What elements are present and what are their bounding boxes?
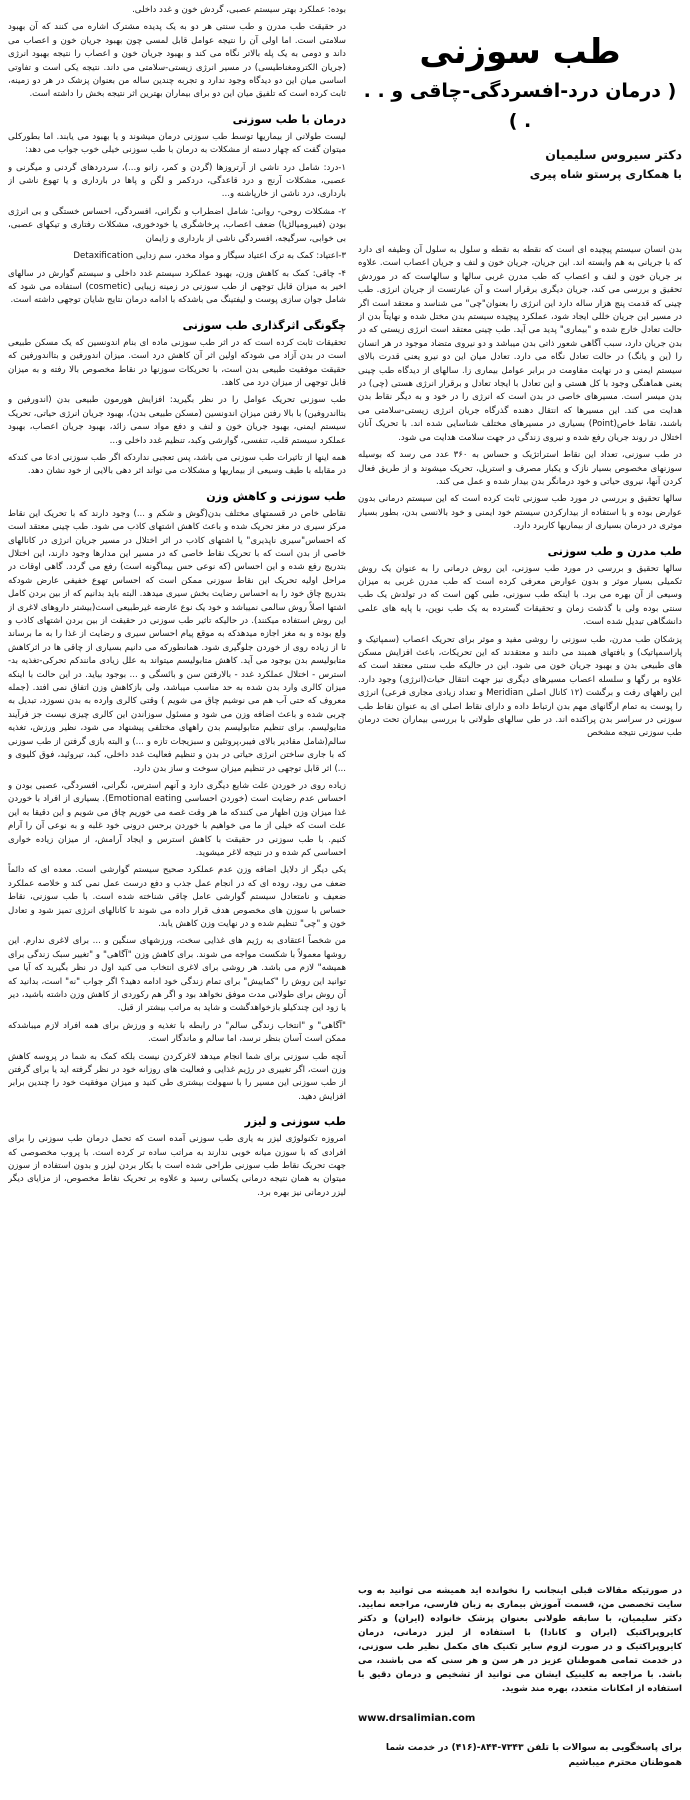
- section-heading: طب سوزنی و لیزر: [244, 1115, 346, 1129]
- paragraph: بوده: عملکرد بهتر سیستم عصبی، گردش خون و غدد داخلی.: [132, 5, 346, 15]
- section-heading: چگونگی اثرگذاری طب سوزنی: [182, 318, 346, 332]
- section-heading: درمان با طب سوزنی: [232, 112, 346, 126]
- paragraph: آنچه طب سوزنی برای شما انجام میدهد لاغرکردن نیست بلکه کمک به شما در پروسه کاهش وزن است، اگر تغییری در رژیم غذایی و فعالیت های روزانه خود در نظر گرفته اید یا برای گرفتن از طب سوزنی این مسیر را با سهولت بیشتری طی کنید و میزان موفقیت خود را چندین برابر افزایش دهید.: [8, 1051, 346, 1102]
- paragraph: یکی دیگر از دلایل اضافه وزن عدم عملکرد صحیح سیستم گوارشی است. معده ای که دائماً ضعف می رود، روده ای که در انجام عمل جذب و دفع درست عمل نمی کند و خلاصه عملکرد ضعیف و نامتعادل سیستم گوارشی عامل چاقی شناخته شده است. با طب سوزنی، نقاط حساس با سوزن های مخصوص هدف قرار داده می شوند تا کانالهای انرژی تمیز شود و تعادل خون و "چی" تنظیم شده و در نهایت وزن کاهش یابد.: [8, 865, 346, 929]
- left-column: [8, 4, 346, 1796]
- list-item: ۲- مشکلات روحی- روانی: شامل اضطراب و نگرانی، افسردگی، احساس خستگی و بی انرژی بودن (فیبرومیالژیا) ضعف اعصاب، پرخاشگری یا خودخوری، مشکلات رفتاری و تیکهای عصبی، بی خوابی، سرگیجه، افسردگی ناشی از بارداری و زایمان: [8, 206, 346, 244]
- paragraph: لیست طولانی از بیماریها توسط طب سوزنی درمان میشوند و یا بهبود می یابند. اما بطورکلی میتوان گفت که چهار دسته از مشکلات به درمان با طب سوزنی خیلی خوب جواب می دهد:: [8, 131, 346, 156]
- contact-info: برای پاسخگویی به سوالات با تلفن ۷۳۴۳-۸۴۴-(۴۱۶) در خدمت شما هموطنان محترم میباشیم: [385, 1742, 682, 1768]
- right-column-body: [358, 244, 682, 745]
- paragraph: در طب سوزنی، تعداد این نقاط استراتژیک و حساس به ۳۶۰ عدد می رسد که بوسیله سوزنهای مخصوص بسیار نازک و یکبار مصرف و استریل، تحریک میشوند و از طریق فعال کردن آنها، نیروی حیاتی و خود درمانگر بدن بیدار شده و عمل می کند.: [358, 450, 682, 487]
- list-item: ۴- چاقی: کمک به کاهش وزن، بهبود عملکرد سیستم غدد داخلی و سیستم گوارش در سالهای اخیر به میزان قابل توجهی از طب سوزنی در زمینه زیبایی (cosmetic) استفاده می شود که شامل جوان سازی پوست و لیفتینگ می باشدکه با ادامه درمان نتایج شایان توجهی داشته است.: [8, 268, 346, 306]
- paragraph: من شخصاً اعتقادی به رژیم های غذایی سخت، ورزشهای سنگین و ... برای لاغری ندارم. این روشها معمولاً با شکست مواجه می شوند. برای کاهش وزن "آگاهی" و "تغییر سبک زندگی برای همیشه" لازم می باشد. هر روشی برای لاغری انتخاب می کنید اول در نظر بگیرید که آیا می توانید این روش را "کماییش" برای تمام زندگی خود ادامه دهید؟ اگر جواب "نه" است، بدانید که آن روش برای طولانی مدت موفق نخواهد بود و اگر هم رکوردی از کاهش وزن داشته باشید، دیر یا زود این چندکیلو بازخواهدگشت و شاید به مراتب بیشتر از قبل.: [8, 936, 346, 1014]
- website-link[interactable]: www.drsalimian.com: [358, 1713, 476, 1724]
- paragraph: همه اینها از تاثیرات طب سوزنی می باشد، پس تعجبی نداردکه اگر طب سوزنی ادعا می کندکه در مقابله با طیف وسیعی از بیماریها و مشکلات می تواند اثر دهی بالایی از خود نشان دهد.: [8, 452, 346, 477]
- paragraph: "آگاهی" و "انتخاب زندگی سالم" در رابطه با تغذیه و ورزش برای همه افراد لازم میباشدکه ممکن است آسان بنظر نرسد، اما سالم و ماندگار است.: [8, 1020, 346, 1045]
- right-column: [358, 0, 682, 1800]
- article-subtitle: ( درمان درد-افسردگی-چاقی و . . . ): [363, 80, 677, 132]
- paragraph: تحقیقات ثابت کرده است که در اثر طب سوزنی ماده ای بنام اندونسین که یک مسکن طبیعی است در بدن آزاد می شودکه اولین اثر آن کاهش درد است. میزان اندورفین و بتااندورفین که حقیقت موفقیت طبیعی بدن است، با تحریکات سوزنها در نقاط مخصوص بالا رفته و به میزان قابل توجهی از میزان درد می کاهد.: [8, 337, 346, 388]
- paragraph: بدن انسان سیستم پیچیده ای است که نقطه به نقطه و سلول به سلول آن وظیفه ای دارد که با جریانی به هم وابسته اند. این جریان، جریان خون و لنف و جریان اعصاب است. علاوه بر جریان خون و لنف و اعصاب که طب مدرن غربی سالها و سالهاست که در موردش تحقیق و بررسی می کند، جریان دیگری برقرار است و آن عبارتست از جریان انرژی. طب چینی که قدمت پنج هزار ساله دارد این انرژی را بعنوان"چی" می شناسد و معتقد است اگر در مسیر این جریان خللی ایجاد شود، عملکرد پیچیده سیستم بدن مختل شده و نهایتاً بدن از حالت تعادل خارج شده و "بیماری" پدید می آید. طب چینی معتقد است انرژی زیستی که در بدن جریان دارد، سبب آگاهی شعور ذاتی بدن میباشد و دو نیروی متضاد موجود در هر انسان را (ین و یانگ) در حالت تعادل نگاه می دارد. تعادل میان این دو نیرو یعنی قدرت بالای سیستم ایمنی و در نهایت مقاومت در برابر عوامل بیماری زا. سالهای از دیدگاه طب چینی یعنی هماهنگی وجود با کل هستی و این تعادل با ایجاد تعادل و برقرار انرژی هستی (چی) در بدن میسر است. مسیرهای خاصی در بدن است که انرژی را در خود و به دیگر نقاط بدن هدایت می کند. این مسیرها که انتقال دهنده گذرگاه جریان انرژی زیستی-سلامتی می باشند، نقاط خاص(Point) بسیاری در مسیرهای مختلف شناسایی شده اند. با تحریک آنان اختلال در روند جریان رفع شده و نیروی زندگی در جهت سلامت هدایت می شود.: [358, 245, 682, 443]
- author-name: دکتر سیروس سلیمیان: [545, 147, 682, 162]
- paragraph: در حقیقت طب مدرن و طب سنتی هر دو به یک پدیده مشترک اشاره می کنند که آن بهبود سلامتی است. اما اولی آن را نتیجه عوامل قابل لمسی چون بهبود جریان خون و اعصاب می داند و دومی به یک پله بالاتر نگاه می کند و بهبود جریان خون و اعصاب را نتیجه بهبود انرژی (جریان الکترومغناطیسی) در مسیر انرژی زیستی-سلامتی می داند. نتیجه یکی است و تفاوتی اساسی میان این دو دیدگاه وجود ندارد و تجربه چندین ساله من بعنوان پزشک در هر دو زمینه، ثابت کرده است که تلفیق میان این دو برای بیماران بهترین اثر نتیجه بخش را داشته است.: [8, 22, 346, 100]
- paragraph: طب سوزنی تحریک عوامل را در نظر بگیرید: افزایش هورمون طبیعی بدن (اندورفین و بتااندروفین) با بالا رفتن میزان اندونسین (مسکن طبیعی بدن)، بهبود جریان انرژی حیاتی، تحریک سیستم ایمنی، بهبود جریان خون و لنف و دفع مواد سمی زائد، بهبود جریان اعصاب، بهبود عملکرد سیستم قلب، تنفسی، گوارشی وکبد، تنظیم غدد داخلی و...: [8, 395, 346, 446]
- paragraph: امروزه تکنولوژی لیزر به یاری طب سوزنی آمده است که تحمل درمان طب سوزنی را برای افرادی که با سوزن میانه خوبی ندارند به مراتب ساده تر کرده است. با پروب مخصوصی که جهت تحریک نقاط طب سوزنی طراحی شده است با بکار بردن لیزر و بدون استفاده از سوزن میتوان به همان نتیجه درمانی یکسانی رسید و علاوه بر تحریک نقاط مخصوص، از مزایای دیگر لیزر درمانی نیز بهره برد.: [8, 1134, 346, 1198]
- section-heading: طب مدرن و طب سوزنی: [547, 544, 682, 558]
- list-item: ۳-اعتیاد: کمک به ترک اعتیاد سیگار و مواد مخدر، سم زدایی Detaxification: [73, 251, 346, 262]
- paragraph: زیاده روی در خوردن علت شایع دیگری دارد و آنهم استرس، نگرانی، افسردگی، عصبی بودن و احساس عدم رضایت است (خوردن احساسی Emotional eating). بسیاری از افراد با خوردن غذا میزان وزن اظهار می کنندکه ما هر وقت غصه می خوریم چاق می شویم و این دقیقا به این علت است که خیلی از ما می خواهیم با خوردن برحس درونی خود غلبه و به نوعی آن را آرام کنیم. با طب سوزنی در حقیقت با کاهش استرس و ایجاد آرامش، از میزان زیاده خواری احساسی کم شده و در نتیجه لاغر میشوید.: [8, 780, 346, 858]
- section-heading: طب سوزنی و کاهش وزن: [206, 489, 346, 503]
- paragraph: سالها تحقیق و بررسی در مورد طب سوزنی، این روش درمانی را به عنوان یک روش تکمیلی بسیار موثر و بدون عوارض معرفی کرده است که طب مدرن غربی به میزان وسیعی از آن بهره می برد. با اینکه طب سوزنی، طبی کهن است که در تولدش یک طب سنتی بوده ولی با گذشت زمان و تحقیقات گسترده به یک طب نوین، با پایه های علمی دانشگاهی تبدیل شده است.: [358, 563, 682, 628]
- paragraph: پزشکان طب مدرن، طب سوزنی را روشی مفید و موثر برای تحریک اعصاب (سمپاتیک و پاراسمپاتیک) و بافتهای همبند می دانند و معتقدند که این تحریکات، باعث افزایش مسکن های طبیعی بدن و بهبود جریان خون می شود. این در حالیکه طب سنتی معتقد است که علاوه بر رگها و سلسله اعصاب مسیرهای دیگری نیز جهت انتقال حیات(انرژی) وجود دارد. این راههای رفت و برگشت (۱۲ کانال اصلی Meridian و تعداد زیادی مجاری فرعی) انرژی را پوست به تمام ارگانهای مهم بدن ارتباط داده و دارای نقاط اصلی ای به عنوان نقاط طب سوزنی در سراسر بدن پراکنده اند. در طی سالهای طولانی با بررسی بیماران تحت درمان طب سوزنی نتیجه مشخص: [358, 634, 682, 739]
- paragraph: نقاطی خاص در قسمتهای مختلف بدن(گوش و شکم و ...) وجود دارند که با تحریک این نقاط مرکز سیری در مغز تحریک شده و باعث کاهش اشتهای کاذب می شود. طب چینی معتقد است که احساس"سیری ناپذیری" یا اشتهای کاذب در اثر اختلال در مسیر جریان انرژی در کانالهای خاصی از بدن است که با تحریک نقاط خاصی که در مسیر این مدارها وجود دارند، این اختلال بتدریج رفع شده و این احساس (که نوعی حس بیماگونه است) رفع می گردد. گاهی اوقات در مراحل اولیه تحریک این نقاط سوزنی ممکن است که احساس تهوع خفیفی عارض شودکه بتدریج چاق خود را به احساس رضایت بخش سیری میدهد. البته باید بدانیم که از بین بردن کامل اشتها اصلاً روش سالمی نمیباشد و خود یک نوع عارضه غیرطبیعی است(بیشتر داروهای لاغری از این روش استفاده میکنند). در حالیکه تاثیر طب سوزنی در حقیقت از بین بردن اشتهای کاذب و ولع بوده و به مغز اجازه میدهدکه به موقع پیام احساس سیری و رضایت از غذا را به ما برساند تا از زیاده روی از خوردن جلوگیری شود. همانطورکه می دانیم بسیاری از چاقی ها در اثرکاهش متابولیسم بدن بوجود می آید. کاهش متابولیسم میتواند به علل زیادی مانندکم تحرکی-تغذیه بد-استرس - اختلال عملکرد غدد - بالارفتن سن و بائسگی و ... بوجود بیاید. در این حالت با اینکه میزان کالری وارد بدن شده به حد مناسب میباشد، ولی بازکاهش وزن اتفاق نمی افتد. (جمله معروف که حتی آب هم می نوشیم چاق می شویم ) وقتی کالری وارده به بدن نسوزد، تبدیل به چربی شده و باعث اضافه وزن می شود و مسئول سوزاندن این کالری چیزی نیست جز فرآیند متابولیسم. برای تنظیم متابولیسم بدن راههای مختلفی پیشنهاد می شود، نظیر ورزش، تغذیه سالم(شامل مقادیر بالای فیبر،پروتئین و سبزیجات تازه و ...) و البته بازی گرفتن از طب سوزنی که با جاری ساختن انرژی حیاتی در بدن و تنظیم فعالیت غدد داخلی، کبد، تیروئید، فوق کلیوی و ...) اثر قابل توجهی در تنظیم میزان سوخت و ساز بدن دارد.: [8, 508, 346, 774]
- title-block: [358, 30, 682, 136]
- author-note: در صورتیکه مقالات قبلی اینجانب را نخوانده اید همیشه می توانید به وب سایت تخصصی من، قسمت آموزش بیماری به زبان فارسی، مراجعه نمایید. دکتر سلیمیان، با سابقه طولانی بعنوان پزشک خانواده (ایران) و دکتر کایروپراکتیک (ایران و کانادا) با استفاده از لیزر درمانی، درمان کایروپراکتیک و در صورت لزوم سایر تکنیک های مکمل نظیر طب سوزنی، در خدمت تمامی هموطنان عزیز در هر سن و هر سنی که می باشند، می باشد. با مراجعه به کلینیک ایشان می توانید از تشخیص و درمان دقیق با استفاده از امکانات متعدد، بهره مند شوید.: [358, 1586, 682, 1694]
- byline: [358, 145, 682, 183]
- coauthor-name: با همکاری پرستو شاه پیری: [529, 167, 682, 181]
- list-item: ۱-درد: شامل درد ناشی از آرتروزها (گردن و کمر، زانو و...)، سردردهای گردنی و میگرنی و عصبی، مشکلات آرنج و درد قاعدگی، دردکمر و لگن و پاها در بارداری و یا تهوع ناشی از بارداری، درد ناشی از خارپاشنه و...: [8, 162, 346, 200]
- paragraph: سالها تحقیق و بررسی در مورد طب سوزنی ثابت کرده است که این سیستم درمانی بدون عوارض بوده و با استفاده از بیدارکردن سیستم خود ایمنی و خود بالانسی بدن، بطور بسیار موثری در درمان بسیاری از بیماریها کاربرد دارد.: [358, 494, 682, 532]
- article-title: طب سوزنی: [419, 32, 621, 72]
